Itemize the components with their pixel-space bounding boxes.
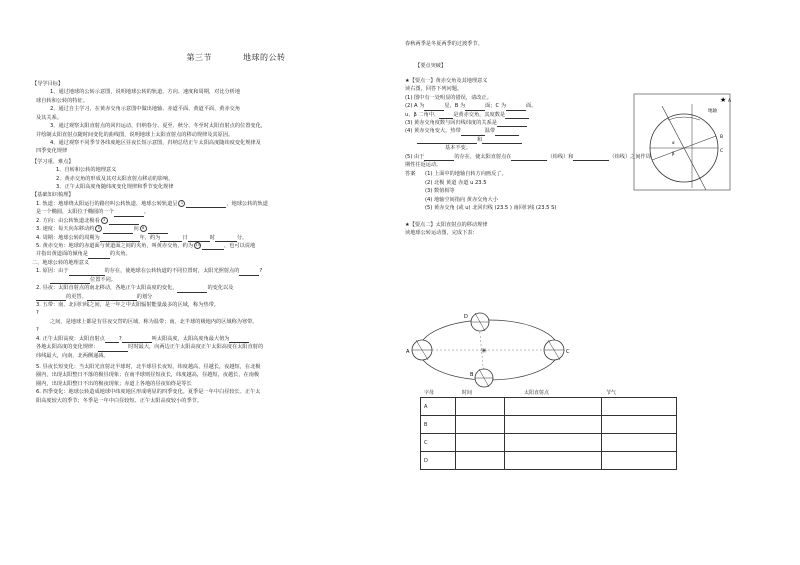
goal-line: 并绘制太阳直射点随时间变化的曲线图，说明地球上太阳直射点的移动规律及其原因。 bbox=[36, 131, 234, 138]
fill-blank[interactable] bbox=[100, 235, 140, 242]
fill-blank[interactable] bbox=[495, 129, 519, 136]
point1-text: 是黄赤交角，其度数是 bbox=[453, 111, 506, 118]
basic-text: 3. 速度：每天向东移动约 bbox=[36, 226, 95, 233]
fill-blank[interactable] bbox=[505, 112, 529, 119]
basic-text: 5. 黄赤交角：地球的赤道面与黄道面之间的夹角，叫黄赤交角，约为 bbox=[36, 243, 194, 250]
table-cell[interactable] bbox=[602, 416, 677, 434]
goal-line: 3、通过观察太阳直射点的回归运动，归纳春分、夏至、秋分、冬至时太阳直射点的位置变化， bbox=[50, 123, 266, 130]
second-line bbox=[36, 276, 396, 284]
basic-text: 日 bbox=[182, 234, 188, 241]
fill-blank[interactable] bbox=[98, 345, 128, 352]
fill-blank[interactable] bbox=[177, 286, 207, 293]
table-cell-letter: D bbox=[421, 452, 456, 470]
second-line: 5. 昼夜长短变化：当太阳光直射北半球时，北半球昼长夜短，纬度越高，昼越长，夜越短，在北极 bbox=[36, 363, 261, 370]
fill-blank[interactable] bbox=[114, 210, 144, 217]
fill-blank[interactable] bbox=[239, 269, 259, 276]
basic-text: 是一个椭圆，太阳位于椭圆的一个 bbox=[36, 209, 114, 216]
point1-sub: 读右图，回答下列问题。 bbox=[405, 86, 463, 93]
goal-line: 球自转和公转的特征。 bbox=[36, 97, 88, 104]
basic-line bbox=[36, 225, 396, 233]
second-line bbox=[36, 267, 396, 275]
fig-label-axis: 地轴 bbox=[708, 109, 717, 114]
fig-label-beta: β bbox=[672, 151, 675, 156]
table-cell[interactable] bbox=[456, 452, 505, 470]
point2-sub: 读地球公转运动图，完成下表： bbox=[405, 230, 478, 237]
earth-position-c bbox=[544, 340, 570, 360]
sun-icon: ✳ bbox=[481, 347, 487, 355]
intro-line: 春秋两季是冬夏两季的过渡季节。 bbox=[405, 41, 483, 47]
point1-text: （纬线）和 bbox=[547, 153, 574, 160]
key-heading: 【学习重、难点】 bbox=[32, 158, 74, 165]
goal-line: 4、通过观察不同季节各纬度地区昼夜长短示意图，归纳总结正午太阳高度随纬度变化规律及 bbox=[50, 139, 261, 146]
table-cell[interactable] bbox=[602, 452, 677, 470]
table-header-subsolar: 太阳直射点 bbox=[524, 390, 550, 396]
second-line bbox=[36, 343, 396, 351]
point1-line bbox=[405, 102, 610, 110]
second-line: 阳高度较大的季节；冬季是一年中白昼较短、正午太阳高度较小的季节。 bbox=[36, 397, 203, 404]
second-text: 1. 原因：由于 bbox=[36, 268, 69, 275]
fill-blank[interactable] bbox=[50, 277, 90, 284]
point1-line: (1) 图中有一处明显的错误，请改正。 bbox=[405, 94, 492, 101]
second-text: ? bbox=[118, 335, 122, 342]
fill-blank[interactable] bbox=[511, 154, 547, 161]
blank-marker: 13 bbox=[195, 243, 200, 248]
goal-line: 1、通过地球的公转示意图，说明地球公转的轨道、方向、速度和周期，对比分析地 bbox=[50, 89, 241, 96]
basic-line bbox=[36, 208, 396, 216]
orbit-label-b: B bbox=[470, 372, 474, 378]
basic-text: 2. 方向：由公转轨道北极看 bbox=[36, 217, 100, 224]
fill-blank[interactable] bbox=[122, 336, 152, 343]
fill-blank[interactable] bbox=[497, 120, 527, 127]
section-number: 第三节 bbox=[186, 53, 212, 62]
star-icon: ★ bbox=[720, 96, 727, 104]
second-text: 时时最大，向两边正午太阳高度 bbox=[128, 344, 201, 351]
table-row bbox=[421, 398, 677, 416]
table-cell[interactable] bbox=[456, 416, 505, 434]
fill-blank[interactable] bbox=[188, 235, 210, 242]
second-text: 各地太阳高度的变化规律： bbox=[36, 344, 99, 351]
second-text: 的存在，使地球在公转轨道的不同位置时，太阳光照射点的 bbox=[104, 268, 240, 275]
goal-line: 及其关系。 bbox=[36, 114, 62, 121]
orbit-diagram bbox=[404, 306, 574, 391]
table-header-time: 时间 bbox=[462, 390, 473, 396]
blank-marker: 6 bbox=[140, 225, 147, 232]
table-row bbox=[421, 452, 677, 470]
basic-text: 4. 周期：地球公转的周期为 bbox=[36, 234, 100, 241]
basic-line bbox=[36, 242, 396, 250]
second-line: 圈内，出现太阳整日不落的极昼现象；在南半球则昼短夜长，纬度越高，昼越短，夜越长，在南极 bbox=[36, 372, 260, 379]
answer-line: (2) 北极 黄道 赤道 u 23.5 bbox=[425, 179, 487, 186]
fill-blank[interactable] bbox=[202, 243, 224, 250]
point2-heading: ★【要点二】太阳直射点的移动规律 bbox=[405, 221, 488, 228]
answer-line: (1) 上面中的地轴自转方向画反了。 bbox=[425, 171, 507, 178]
section-topic: 地球的公转 bbox=[243, 53, 286, 62]
second-text: ? bbox=[259, 268, 263, 275]
earth-position-d bbox=[464, 313, 489, 331]
earth-position-a bbox=[406, 340, 432, 360]
second-text: 2. 昼夜：太阳直射点的南北移动，各地正午太阳高度的变化， bbox=[36, 285, 178, 292]
table-cell[interactable] bbox=[505, 452, 602, 470]
basic-line bbox=[36, 200, 396, 208]
subsolar-table bbox=[420, 397, 677, 470]
table-cell-letter: A bbox=[421, 398, 456, 416]
second-line bbox=[36, 326, 396, 334]
second-text: 正午太阳高度在太阳直射的 bbox=[200, 344, 264, 351]
fig-label-b: B bbox=[720, 135, 724, 140]
fig-label-a: A bbox=[728, 99, 732, 104]
point1-text: u、β 二角中， bbox=[405, 111, 440, 118]
fill-blank[interactable] bbox=[424, 104, 444, 111]
blank-marker: 5 bbox=[95, 225, 102, 232]
point1-text: （纬线）之间作周 bbox=[609, 153, 651, 160]
point1-text: 面；C 为 bbox=[485, 103, 507, 110]
basic-text: 。 bbox=[143, 209, 150, 216]
fill-blank[interactable] bbox=[105, 336, 119, 343]
earth-position-b bbox=[470, 369, 493, 387]
second-line bbox=[36, 284, 396, 292]
fill-blank[interactable] bbox=[36, 294, 66, 301]
orbit-label-c: C bbox=[566, 349, 570, 355]
table-header-letter: 字母 bbox=[424, 390, 435, 396]
point1-text: 和 bbox=[477, 136, 483, 143]
table-cell-letter: B bbox=[421, 416, 456, 434]
point1-text: 温带 bbox=[484, 128, 496, 135]
table-cell[interactable] bbox=[505, 434, 602, 452]
second-text: ? bbox=[36, 327, 39, 334]
rotation-arrow bbox=[668, 117, 700, 120]
table-cell[interactable] bbox=[456, 398, 505, 416]
orbit-label-a: A bbox=[406, 349, 410, 355]
fill-blank[interactable] bbox=[88, 252, 110, 259]
table-row bbox=[421, 416, 677, 434]
second-line bbox=[36, 335, 396, 343]
basic-text: 的夹角。 bbox=[109, 251, 131, 258]
second-text: 叫太阳高度，太阳高度角最大值为 bbox=[151, 335, 230, 342]
second-text: 的划分 bbox=[136, 293, 153, 300]
basic-line bbox=[36, 250, 396, 258]
goal-line: 四季变化规律 bbox=[36, 148, 68, 155]
answers-label: 答案 bbox=[405, 171, 416, 178]
page-title bbox=[136, 52, 336, 81]
point1-line bbox=[405, 127, 610, 135]
point1-line: 期性往返运动。 bbox=[405, 162, 442, 169]
fig-label-alpha: α bbox=[672, 140, 675, 145]
blank-marker: 3 bbox=[101, 217, 108, 224]
point1-text: 面。 bbox=[526, 103, 537, 110]
key-line: 2、黄赤交角的形成及其对太阳直射点移动的影响。 bbox=[56, 175, 174, 182]
table-cell[interactable] bbox=[602, 434, 677, 452]
basic-line bbox=[36, 217, 396, 225]
basic-heading: 【基础知识梳理】 bbox=[32, 192, 74, 199]
basic-text: 1. 轨道：地球绕太阳运行的路径叫公转轨道，地球公转轨道呈 bbox=[36, 200, 178, 207]
goals-heading: 【导学目标】 bbox=[32, 81, 64, 87]
fill-blank[interactable] bbox=[424, 154, 454, 161]
second-text: 的更替。 bbox=[66, 293, 87, 300]
basic-text: 向 bbox=[133, 226, 139, 233]
table-cell-letter: C bbox=[421, 434, 456, 452]
table-row bbox=[421, 434, 677, 452]
fill-blank[interactable] bbox=[109, 218, 139, 225]
left-column bbox=[32, 80, 396, 405]
obliquity-figure bbox=[632, 92, 742, 202]
point1-text: (4) 黄赤交角变大，热带 bbox=[405, 128, 461, 135]
fill-blank[interactable] bbox=[186, 201, 226, 208]
fill-blank[interactable] bbox=[417, 137, 477, 144]
fill-blank[interactable] bbox=[482, 137, 522, 144]
basic-line bbox=[36, 234, 396, 242]
blank-marker: 1 bbox=[178, 200, 185, 207]
point1-text: 星，B 为 bbox=[444, 103, 466, 110]
fill-blank[interactable] bbox=[160, 235, 182, 242]
table-cell[interactable] bbox=[505, 398, 602, 416]
table-cell[interactable] bbox=[456, 434, 505, 452]
fig-label-c: C bbox=[720, 149, 724, 154]
fill-blank[interactable] bbox=[103, 227, 133, 234]
second-line: 3. 五带：南、北回归线之间，是一年之中太阳辐射能量最多的区域，称为热带。 bbox=[36, 301, 219, 308]
second-line: 之间，是地球上都是有昼夜交替的区域，称为温带；南、北半球的极地内的区域称为寒带。 bbox=[50, 318, 258, 325]
fill-blank[interactable] bbox=[465, 104, 485, 111]
point1-heading: ★【要点一】黄赤交角及其地理意义 bbox=[405, 77, 488, 84]
answer-line: (3) 数值相等 bbox=[425, 188, 455, 195]
second-text: ? bbox=[36, 310, 39, 317]
fill-blank[interactable] bbox=[69, 269, 105, 276]
point1-line bbox=[405, 136, 635, 144]
fill-blank[interactable] bbox=[573, 154, 609, 161]
point1-text: 的存在，使太阳直射点在 bbox=[454, 153, 512, 160]
basic-text: ，也可以说地 bbox=[224, 243, 256, 250]
fill-blank[interactable] bbox=[87, 294, 137, 301]
point1-text: (5) 由于 bbox=[405, 153, 425, 160]
fill-blank[interactable] bbox=[439, 112, 453, 119]
fill-blank[interactable] bbox=[461, 129, 485, 136]
point1-text: (3) 黄赤交角度数与回归线纬度的关系是 bbox=[405, 119, 497, 126]
point1-line bbox=[405, 119, 610, 127]
point1-text: 基本不变。 bbox=[445, 145, 471, 152]
second-text: 的变化以及 bbox=[207, 285, 234, 292]
basic-text: ，地球公转的轨道 bbox=[226, 200, 268, 207]
table-cell[interactable] bbox=[505, 416, 602, 434]
point1-text: (2) A 为 bbox=[405, 103, 425, 110]
key-line: 3、正午太阳高度角随纬度变化规律和季节变化规律 bbox=[56, 184, 174, 191]
basic-text: 时 bbox=[209, 234, 215, 241]
answer-line: (5) 黄赤交角 (或 u) 北回归线 (23.5 ) 南回归线 (23.5 S) bbox=[425, 205, 557, 212]
basic-text: 分。 bbox=[236, 234, 248, 241]
second-line: 纬线最大，向南、北两侧递减。 bbox=[36, 352, 109, 359]
answer-line: (4) 地轴空间指向 黄赤交角大小 bbox=[425, 196, 498, 203]
second-text: 4. 正午太阳高度：太阳直射点 bbox=[36, 335, 105, 342]
second-line: 6. 四季变化：地球公转造成地球中纬度地区形成明显的四季变化。夏季是一年中白昼较长、正午太 bbox=[36, 389, 261, 396]
breakthrough-heading: 【要点突破】 bbox=[415, 63, 447, 70]
fill-blank[interactable] bbox=[215, 235, 237, 242]
second-line: 圈内，出现太阳整日不出的极夜现象；赤道上各地的昼夜始终是等长 bbox=[36, 380, 192, 387]
table-cell[interactable] bbox=[602, 398, 677, 416]
second-line bbox=[36, 293, 396, 301]
basic-text: 并指出黄道面的倾角是 bbox=[36, 251, 88, 258]
fill-blank[interactable] bbox=[506, 104, 526, 111]
goal-line: 2、通过自主学习，在黄赤交角示意图中做出地轴、赤道平面、黄道平面、黄赤交角 bbox=[50, 106, 241, 113]
orbit-label-d: D bbox=[464, 314, 468, 320]
second-line bbox=[36, 309, 396, 317]
second-heading: 二、地球公转的地理意义 bbox=[32, 259, 90, 266]
table-header-term: 节气 bbox=[606, 390, 617, 396]
fill-blank[interactable] bbox=[148, 227, 168, 234]
second-text: 位置不同。 bbox=[90, 276, 116, 283]
fill-blank[interactable] bbox=[229, 336, 249, 343]
basic-text: 年，约为 bbox=[139, 234, 161, 241]
key-line: 1、自转和公转的地理意义 bbox=[56, 167, 117, 174]
point1-line bbox=[405, 111, 610, 119]
